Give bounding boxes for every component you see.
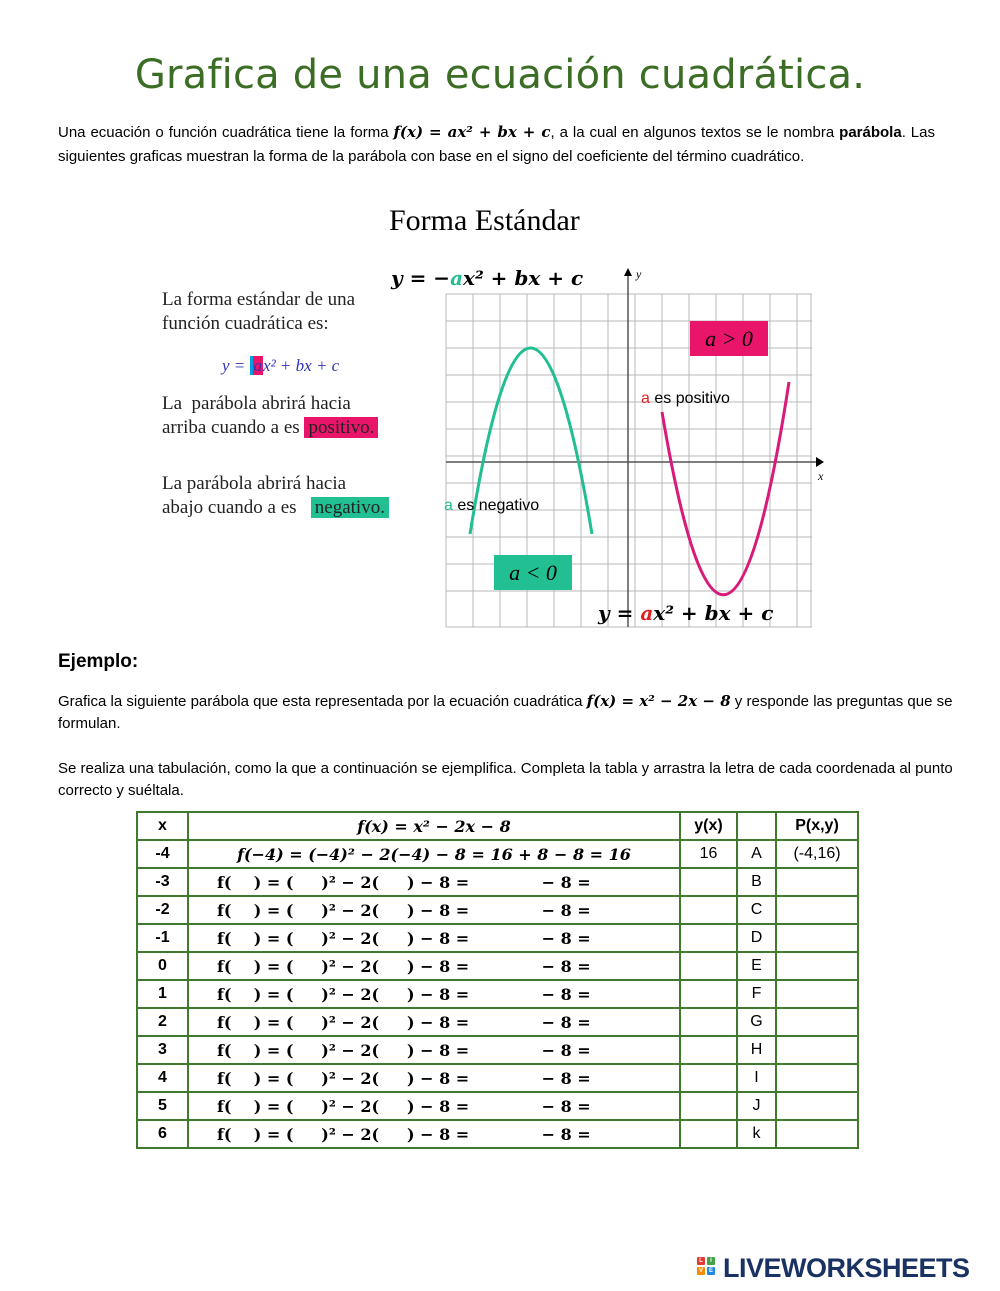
- standard-form-equation: [222, 356, 339, 376]
- tabulation-instruction: Se realiza una tabulación, como la que a continuación se ejemplifica. Completa la tabla y arrastra la letra de cada coordenada al punto correcto y suéltala.: [58, 760, 953, 799]
- cell-y[interactable]: [680, 1120, 737, 1148]
- std-eq-post: x² + bx + c: [263, 356, 340, 375]
- cell-y[interactable]: [680, 980, 737, 1008]
- cell-point[interactable]: [776, 1092, 858, 1120]
- down-text-body: La parábola abrirá hacia abajo cuando a es: [162, 473, 347, 518]
- intro-text-3: . Las siguientes graficas muestran la forma de la parábola con base en el signo del coeficiente del término cuadrático.: [58, 124, 935, 165]
- cell-y: 16: [680, 840, 737, 868]
- table-row: [137, 924, 858, 952]
- cell-letter[interactable]: D: [737, 924, 776, 952]
- eq-top-post: x² + bx + c: [463, 266, 584, 290]
- cell-x: -1: [137, 924, 188, 952]
- a-negative-box: a < 0: [494, 555, 572, 590]
- eq-top-pre: y = −: [391, 266, 451, 290]
- standard-form-description: La forma estándar de una función cuadrática es:: [162, 289, 356, 334]
- header-point: P(x,y): [776, 812, 858, 840]
- table-row: [137, 1092, 858, 1120]
- tabulation-table: [136, 811, 859, 1149]
- intro-paragraph: [58, 120, 935, 169]
- opens-down-text: [162, 472, 389, 520]
- x-axis-label: x: [818, 469, 824, 483]
- cell-y[interactable]: [680, 952, 737, 980]
- cell-letter[interactable]: E: [737, 952, 776, 980]
- cell-letter[interactable]: I: [737, 1064, 776, 1092]
- cell-x: 1: [137, 980, 188, 1008]
- figure-title: Forma Estándar: [389, 204, 580, 237]
- cell-expression: f(−4) = (−4)² − 2(−4) − 8 = 16 + 8 − 8 = 16: [188, 840, 680, 868]
- logo-tile-e: E: [708, 1268, 713, 1274]
- intro-formula: f(x) = ax² + bx + c: [393, 123, 551, 141]
- cell-y[interactable]: [680, 896, 737, 924]
- cell-x: 2: [137, 1008, 188, 1036]
- intro-text-2: , a la cual en algunos textos se le nombra: [550, 124, 840, 141]
- example-formula: f(x) = x² − 2x − 8: [586, 692, 731, 710]
- cell-letter[interactable]: B: [737, 868, 776, 896]
- cell-letter[interactable]: C: [737, 896, 776, 924]
- lbl-pos-rest: es positivo: [649, 390, 730, 407]
- cell-expression-template[interactable]: f( ) = ( )² − 2( ) − 8 = − 8 =: [188, 1064, 680, 1092]
- cell-point[interactable]: [776, 896, 858, 924]
- cell-letter[interactable]: G: [737, 1008, 776, 1036]
- cell-point[interactable]: [776, 1120, 858, 1148]
- cell-x: 6: [137, 1120, 188, 1148]
- cell-point[interactable]: [776, 868, 858, 896]
- table-row: [137, 896, 858, 924]
- lbl-pos-a: a: [641, 390, 650, 407]
- page-title: Grafica de una ecuación cuadrática.: [134, 52, 866, 98]
- example-instruction: [58, 690, 958, 735]
- cell-point[interactable]: [776, 924, 858, 952]
- cell-expression-template[interactable]: f( ) = ( )² − 2( ) − 8 = − 8 =: [188, 1120, 680, 1148]
- up-text-body: La parábola abrirá hacia arriba cuando a es: [162, 393, 351, 438]
- table-row: [137, 840, 858, 868]
- cell-expression-template[interactable]: f( ) = ( )² − 2( ) − 8 = − 8 =: [188, 1008, 680, 1036]
- y-axis-label: y: [636, 267, 642, 281]
- cell-x: 3: [137, 1036, 188, 1064]
- cell-x: -3: [137, 868, 188, 896]
- cell-x: -2: [137, 896, 188, 924]
- equation-positive: [598, 601, 773, 625]
- cell-x: 0: [137, 952, 188, 980]
- table-header-row: [137, 812, 858, 840]
- std-eq-pre: y =: [222, 356, 250, 375]
- a-positive-box: a > 0: [690, 321, 768, 356]
- logo-tile-i: I: [707, 1257, 715, 1265]
- header-letter: [737, 812, 776, 840]
- cell-expression-template[interactable]: f( ) = ( )² − 2( ) − 8 = − 8 =: [188, 896, 680, 924]
- table-row: [137, 868, 858, 896]
- logo-tile-v: V: [698, 1268, 703, 1274]
- eq-bottom-pre: y =: [598, 601, 641, 625]
- a-negative-label: [444, 497, 539, 515]
- table-row: [137, 980, 858, 1008]
- table-row: [137, 1036, 858, 1064]
- cell-expression-template[interactable]: f( ) = ( )² − 2( ) − 8 = − 8 =: [188, 1036, 680, 1064]
- lbl-neg-rest: es negativo: [452, 497, 540, 514]
- cell-letter[interactable]: A: [737, 840, 776, 868]
- cell-y[interactable]: [680, 1036, 737, 1064]
- cell-x: -4: [137, 840, 188, 868]
- example-text-post: y responde las preguntas que se formulan.: [58, 693, 953, 732]
- table-row: [137, 1120, 858, 1148]
- header-x: x: [137, 812, 188, 840]
- cell-point[interactable]: [776, 952, 858, 980]
- opens-up-text: [162, 392, 378, 440]
- eq-bottom-a: a: [640, 601, 654, 625]
- cell-y[interactable]: [680, 1064, 737, 1092]
- cell-y[interactable]: [680, 1008, 737, 1036]
- x-axis-arrow: [816, 457, 824, 467]
- cell-x: 5: [137, 1092, 188, 1120]
- table-row: [137, 1064, 858, 1092]
- eq-top-a: a: [450, 266, 464, 290]
- cell-letter[interactable]: F: [737, 980, 776, 1008]
- cell-letter[interactable]: J: [737, 1092, 776, 1120]
- a-positive-label: [641, 390, 730, 408]
- negative-label: negativo.: [311, 497, 389, 518]
- header-y: y(x): [680, 812, 737, 840]
- cell-expression-template[interactable]: f( ) = ( )² − 2( ) − 8 = − 8 =: [188, 1092, 680, 1120]
- cell-y[interactable]: [680, 1092, 737, 1120]
- lbl-neg-a: a: [444, 497, 453, 514]
- example-text-pre: Grafica la siguiente parábola que esta representada por la ecuación cuadrática: [58, 693, 587, 710]
- std-eq-a: a: [250, 356, 264, 375]
- example-heading: Ejemplo:: [58, 651, 139, 672]
- cell-expression-template[interactable]: f( ) = ( )² − 2( ) − 8 = − 8 =: [188, 868, 680, 896]
- cell-letter[interactable]: k: [737, 1120, 776, 1148]
- eq-bottom-post: x² + bx + c: [653, 601, 774, 625]
- cell-point[interactable]: [776, 1036, 858, 1064]
- table-row: [137, 952, 858, 980]
- cell-letter[interactable]: H: [737, 1036, 776, 1064]
- y-axis-arrow: [624, 268, 632, 276]
- positive-label: positivo.: [304, 417, 378, 438]
- cell-point[interactable]: [776, 1008, 858, 1036]
- table-row: [137, 1008, 858, 1036]
- cell-y[interactable]: [680, 924, 737, 952]
- cell-point: (-4,16): [776, 840, 858, 868]
- intro-bold-term: parábola: [839, 124, 902, 141]
- cell-y[interactable]: [680, 868, 737, 896]
- header-fx: f(x) = x² − 2x − 8: [188, 812, 680, 840]
- cell-expression-template[interactable]: f( ) = ( )² − 2( ) − 8 = − 8 =: [188, 980, 680, 1008]
- cell-expression-template[interactable]: f( ) = ( )² − 2( ) − 8 = − 8 =: [188, 952, 680, 980]
- cell-expression-template[interactable]: f( ) = ( )² − 2( ) − 8 = − 8 =: [188, 924, 680, 952]
- cell-point[interactable]: [776, 1064, 858, 1092]
- cell-point[interactable]: [776, 980, 858, 1008]
- logo-text: LIVEWORKSHEETS: [723, 1253, 970, 1283]
- cell-x: 4: [137, 1064, 188, 1092]
- intro-text-1: Una ecuación o función cuadrática tiene la forma: [58, 124, 394, 141]
- logo-tile-l: L: [697, 1257, 705, 1265]
